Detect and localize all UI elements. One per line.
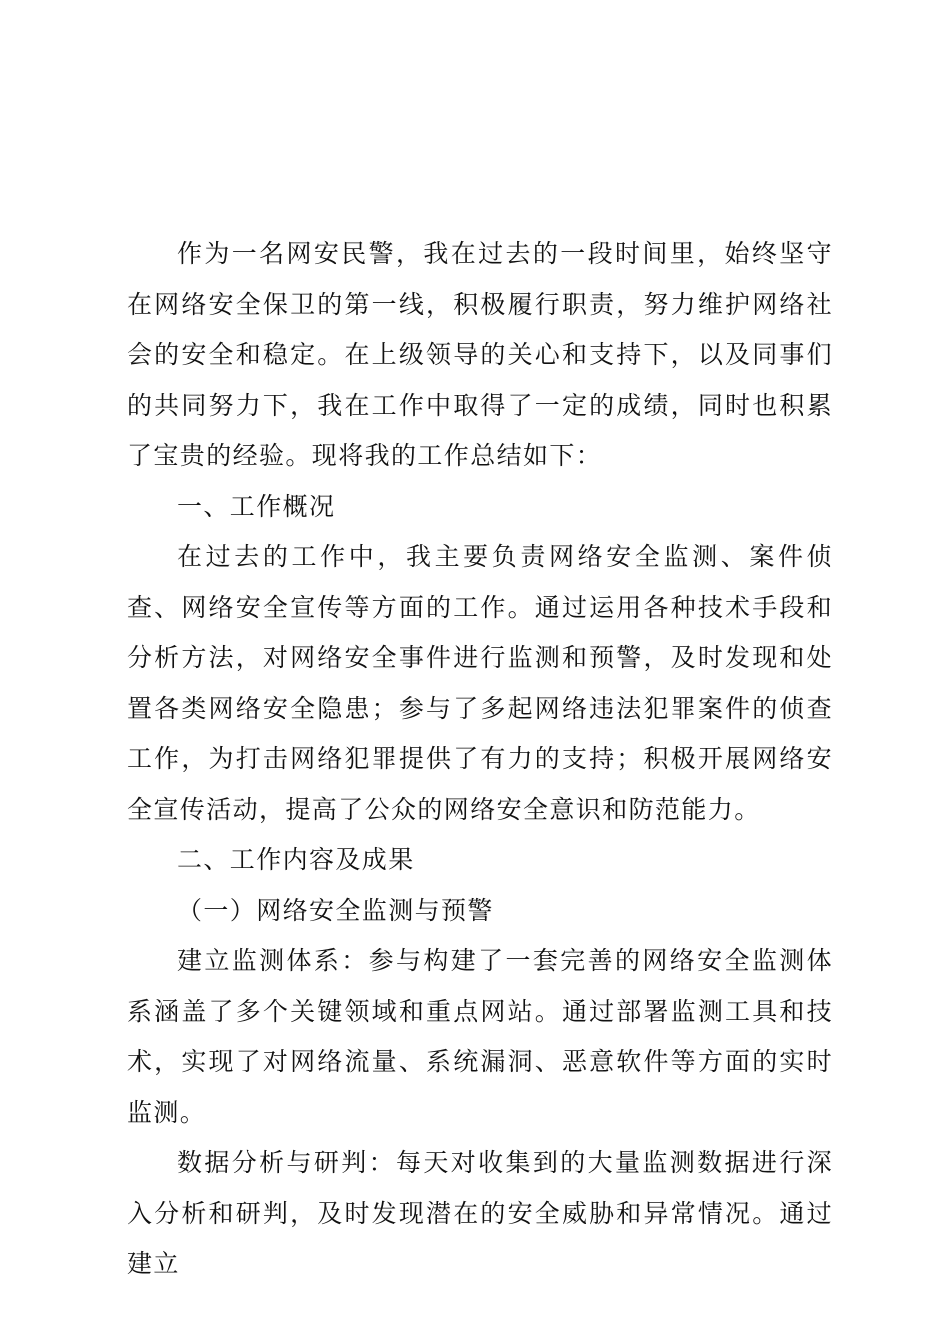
data-analysis-paragraph: 数据分析与研判：每天对收集到的大量监测数据进行深入分析和研判，及时发现潜在的安全威胁和异常情况。通过建立 xyxy=(127,1148,833,1278)
work-overview-paragraph: 在过去的工作中，我主要负责网络安全监测、案件侦查、网络安全宣传等方面的工作。通过运用各种技术手段和分析方法，对网络安全事件进行监测和预警，及时发现和处置各类网络安全隐患；参与了多起网络违法犯罪案件的侦查工作，为打击网络犯罪提供了有力的支持；积极开展网络安全宣传活动，提高了公众的网络安全意识和防范能力。 xyxy=(127,542,833,824)
intro-paragraph: 作为一名网安民警，我在过去的一段时间里，始终坚守在网络安全保卫的第一线，积极履行职责，努力维护网络社会的安全和稳定。在上级领导的关心和支持下，以及同事们的共同努力下，我在工作中取得了一定的成绩，同时也积累了宝贵的经验。现将我的工作总结如下： xyxy=(127,239,833,470)
subsection-heading-monitoring: （一）网络安全监测与预警 xyxy=(177,895,494,925)
section-heading-work-content: 二、工作内容及成果 xyxy=(177,845,415,874)
document-body xyxy=(127,229,833,1290)
section-heading-work-overview: 一、工作概况 xyxy=(177,491,336,521)
monitoring-system-paragraph: 建立监测体系：参与构建了一套完善的网络安全监测体系涵盖了多个关键领域和重点网站。通过部署监测工具和技术，实现了对网络流量、系统漏洞、恶意软件等方面的实时监测。 xyxy=(127,946,833,1127)
